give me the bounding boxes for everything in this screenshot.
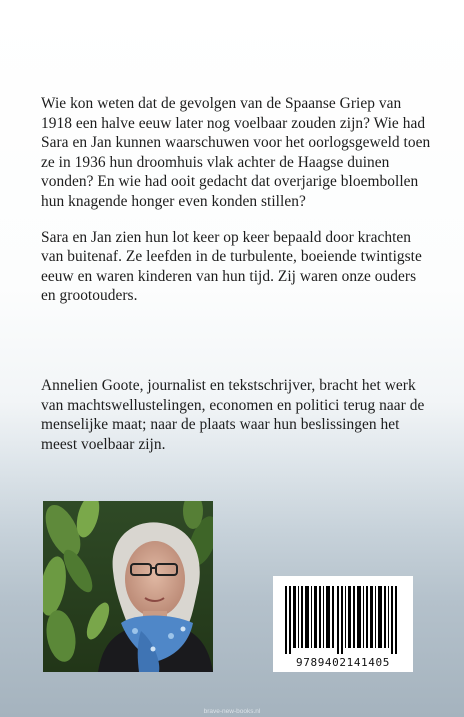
author-portrait-image: [43, 501, 213, 672]
author-bio-text: Annelien Goote, journalist en tekstschrijver, bracht het werk van machtswellustelingen, economen en politici terug naar de menselijke maat; naar de plaats waar hun beslissingen het meest voelbaar zijn.: [41, 377, 425, 453]
barcode-icon: [285, 586, 401, 654]
blurb: [41, 94, 433, 322]
blurb-paragraph-2: Sara en Jan zien hun lot keer op keer bepaald door krachten van buitenaf. Ze leefden in de turbulente, boeiende twintigste eeuw en waren kinderen van hun tijd. Zij waren onze ouders en grootouders.: [41, 228, 422, 305]
author-bio: [41, 376, 433, 454]
blurb-paragraph-1: Wie kon weten dat de gevolgen van de Spaanse Griep van 1918 een halve eeuw later nog voelbaar zouden zijn? Wie had Sara en Jan kunnen waarschuwen voor het oorlogsgeweld toen ze in 1936 hun droomhuis vlak achter de Haagse duinen vonden? En wie had ooit gedacht dat overjarige bloembollen hun knagende honger even konden stillen?: [41, 95, 431, 210]
publisher-url: brave-new-books.nl: [203, 708, 261, 715]
isbn-number: 9789402141405: [296, 656, 390, 669]
author-photo: [43, 501, 213, 672]
isbn-barcode: [273, 576, 413, 672]
